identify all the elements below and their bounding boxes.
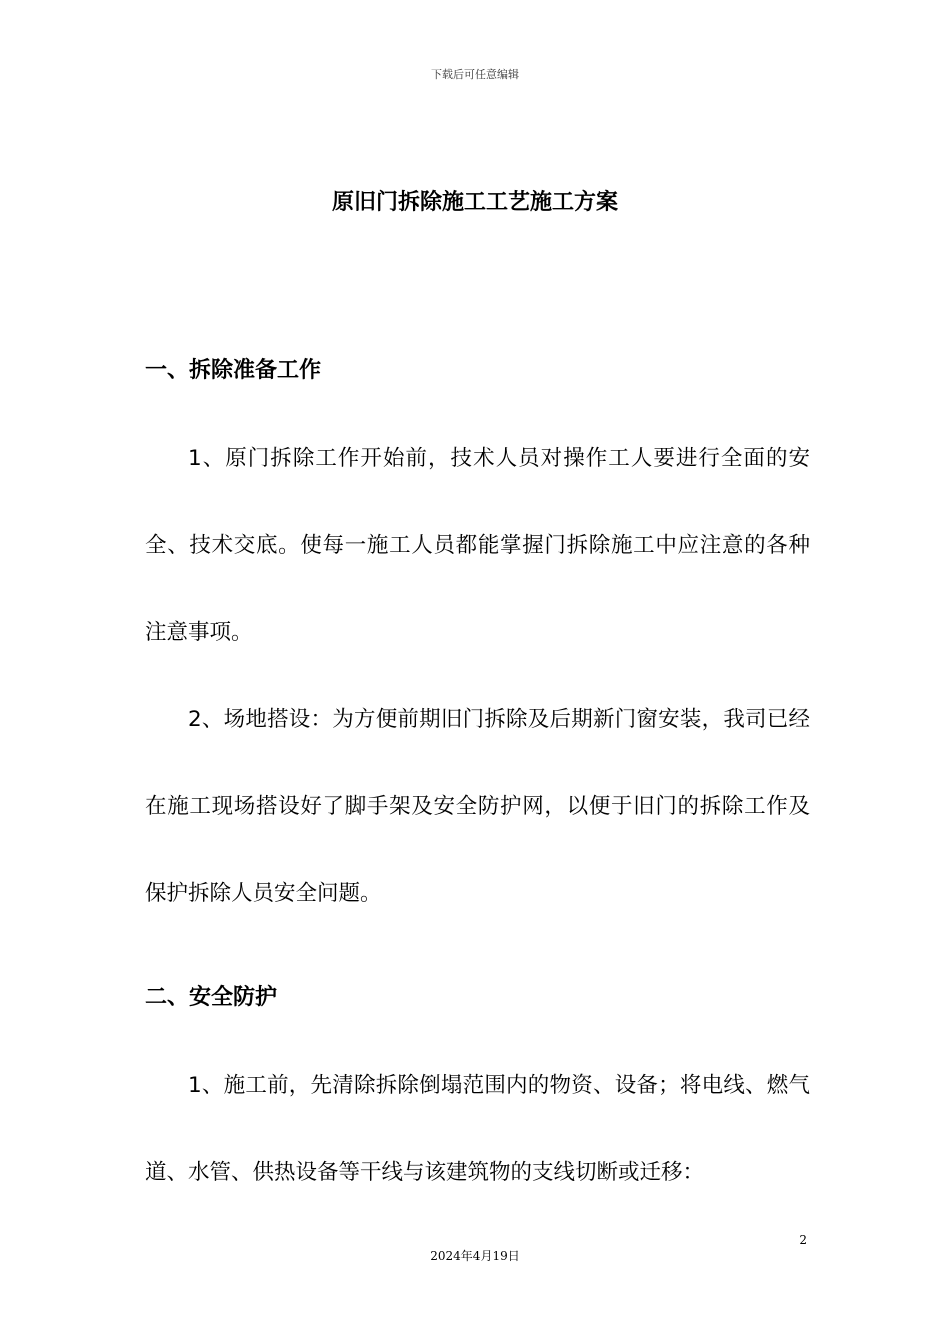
section-heading: 一、拆除准备工作 (145, 358, 322, 383)
section-heading: 二、安全防护 (145, 985, 278, 1010)
footer-date: 2024年4月19日 (430, 1249, 520, 1263)
page-number: 2 (799, 1233, 807, 1247)
paragraph: 1、原门拆除工作开始前，技术人员对操作工人要进行全面的安全、技术交底。使每一施工人员都能掌握门拆除施工中应注意的各种注意事项。 (145, 446, 810, 645)
paragraph: 2、场地搭设：为方便前期旧门拆除及后期新门窗安装，我司已经在施工现场搭设好了脚手架及安全防护网，以便于旧门的拆除工作及保护拆除人员安全问题。 (145, 707, 810, 906)
document-title: 原旧门拆除施工工艺施工方案 (331, 190, 618, 215)
paragraph: 1、施工前，先清除拆除倒塌范围内的物资、设备；将电线、燃气道、水管、供热设备等干线与该建筑物的支线切断或迁移： (145, 1073, 810, 1185)
section-preparation (145, 353, 810, 937)
section-safety (145, 980, 810, 1216)
document-body (145, 353, 810, 1216)
header-note: 下载后可任意编辑 (431, 68, 519, 81)
